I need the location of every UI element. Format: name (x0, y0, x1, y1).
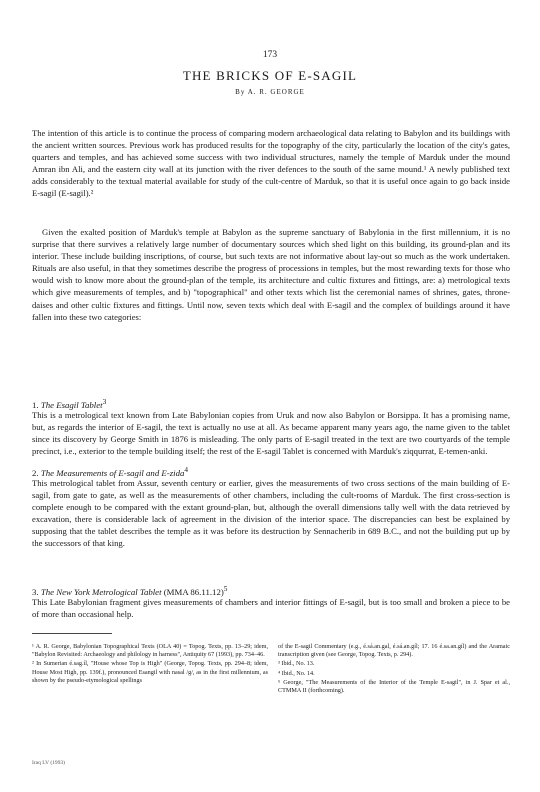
section-title: The Esagil Tablet (40, 399, 103, 410)
footnote: ⁴ Ibid., No. 14. (278, 669, 315, 677)
footnote-rule (32, 633, 112, 634)
footnotes-right-column (278, 643, 510, 696)
section-text-3: This Late Babylonian fragment gives measurements of chambers and interior fittings of E-sagil, but is too small and broken a piece to be of more than occasional help. (32, 597, 510, 620)
footnote: ³ Ibid., No. 13. (278, 660, 315, 668)
paragraph-intro: The intention of this article is to continue the process of comparing modern archaeological data relating to Babylon and its buildings with the ancient written sources. Previous work has produced results for the topography of the city, particularly the location of the city's gates, quarters and temples, and has achieved some success with two individual structures, namely the temple of Marduk under the mound Amran ibn Ali, and the eastern city wall at its junction with the river defences to the south of the same mound.¹ A newly published text adds considerably to the textual material available for study of the cult-centre of Marduk, so that it is useful once again to go back inside E-sagil (E-sagil).² (32, 128, 510, 199)
footnote: ⁵ George, "The Measurements of the Interior of the Temple E-sagil", in J. Spar et al., CTMMA II (forthcoming). (278, 678, 510, 695)
section-heading-1 (32, 397, 106, 410)
footnote: ¹ A. R. George, Babylonian Topographical Texts (OLA 40) = Topog. Texts, pp. 13–29; idem, "Babylon Revisited: Archaeology and philology in harness", Antiquity 67 (1993), pp. 734–46. (32, 643, 268, 659)
section-heading-2 (32, 465, 188, 478)
section-text-1: This is a metrological text known from Late Babylonian copies from Uruk and now also Babylon or Borsippa. It has a promising name, but, as regards the interior of E-sagil, the text is actually no use at all. As became apparent many years ago, the name given to the tablet since its discovery by George Smith in 1876 is misleading. The only parts of E-sagil treated in the text are two courtyards of the temple precinct, i.e., exterior to the temple building itself; the rest of the E-sagil Tablet is concerned with Marduk's ziqqurrat, E-temen-anki. (32, 410, 510, 457)
author-line: By A. R. GEORGE (235, 88, 305, 96)
section-text-2: This metrological tablet from Assur, seventh century or earlier, gives the measurements of two cross sections of the main building of E-sagil, from gate to gate, as well as the measurements of other chambers, including the cult-rooms of Marduk. The first cross-section is complete enough to be compared with the extant ground-plan, but, although the overall dimensions tally well with the data retrieved by excavation, there is considerable lack of agreement in the division of the interior space. The discrepancies can best be explained by supposing that the tablet describes the temple as it was before its destruction by Sennacherib in 689 B.C., and not the building put up by the successors of that king. (32, 478, 510, 549)
footnote-ref: 4 (184, 465, 189, 474)
journal-footer: Iraq LV (1993) (32, 760, 65, 766)
footnote-ref: 5 (223, 584, 228, 593)
section-title-extra: (MMA 86.11.12) (161, 586, 224, 597)
section-number: 1. (32, 399, 39, 410)
footnotes-left-column (32, 643, 268, 686)
section-heading-3 (32, 584, 227, 597)
footnote: ² In Sumerian é.sag.íl, "House whose Top is High" (George, Topog. Texts, pp. 294–8; idem, House Most High, pp. 139f.), pronounced Esangil with nasal /g/, as in the first millennium, as shown by the pseudo-etymological spellings (32, 660, 268, 684)
footnote: of the E-sagil Commentary (e.g., é.sá.an.gal, é.sá.an.gíl; 17. 16 é.sa.an.gíl) and the Aramaic transcription given (see George, Topog. Texts, p. 294). (278, 643, 510, 659)
article-title: THE BRICKS OF E-SAGIL (182, 68, 358, 83)
page-number: 173 (262, 50, 278, 60)
section-title: The New York Metrological Tablet (40, 586, 162, 597)
section-number: 2. (32, 467, 39, 478)
section-title: The Measurements of E-sagil and E-zida (40, 467, 185, 478)
paragraph-sources: Given the exalted position of Marduk's temple at Babylon as the supreme sanctuary of Babylonia in the first millennium, it is no surprise that there survives a relatively large number of documentary sources which shed light on this building, its ground-plan and its interior. These include building inscriptions, of course, but such texts are not informative about lay-out so much as the work undertaken. Rituals are also useful, in that they sometimes describe the progress of processions in temples, but the most rewarding texts for those who would wish to know more about the ground-plan of the temple, its architecture and cultic fixtures and fittings, are: a) metrological texts which give measurements of temples, and b) "topographical" and other texts which list the ceremonial names of shrines, gates, throne-daises and other cultic fixtures and fittings. Until now, seven texts which deal with E-sagil and the complex of buildings around it have fallen into these two categories: (32, 227, 510, 322)
footnote-ref: 3 (102, 397, 107, 406)
section-number: 3. (32, 586, 39, 597)
